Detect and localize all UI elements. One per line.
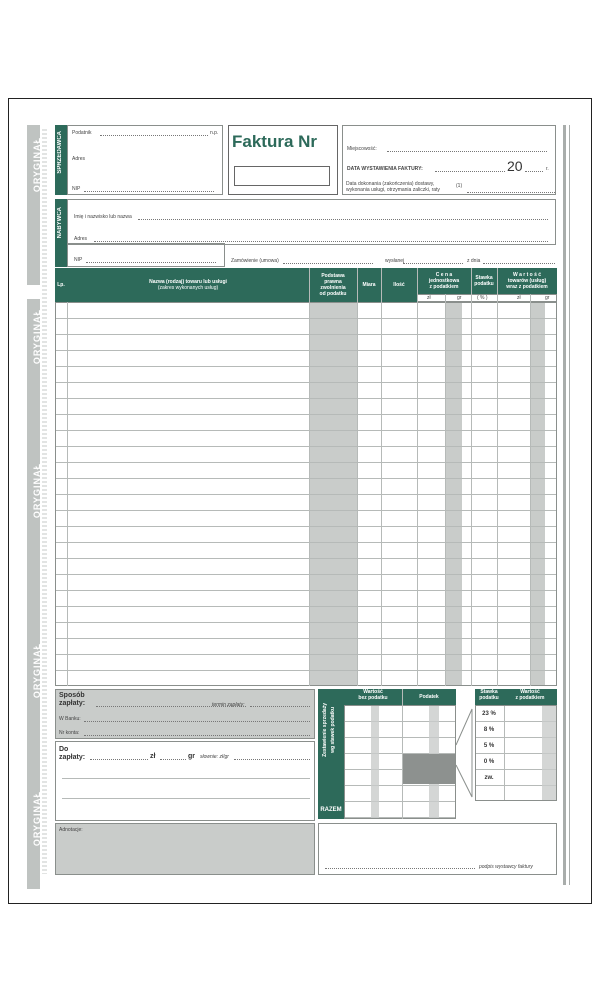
issue-year: 20: [507, 158, 523, 174]
summary-net-label-2: bez podatku: [358, 695, 388, 701]
amount-gr-label: gr: [188, 753, 195, 760]
col-qty-label: Ilość: [393, 281, 405, 288]
col-rate-label: Stawka: [475, 275, 493, 281]
rate-pct-label: ( % ): [477, 295, 488, 301]
delivery-date-label: Data dokonania (zakończenia) dostawy,: [346, 181, 435, 187]
buyer-box[interactable]: [67, 199, 556, 245]
summary-rate-label: Stawka: [480, 689, 498, 695]
col-name-header: [67, 268, 309, 301]
col-name-sublabel: (zakres wykonanych usług): [157, 284, 219, 291]
seller-vat-suffix: n.p.: [210, 130, 219, 136]
order-date-label: z dnia: [467, 258, 481, 264]
summary-left-grid[interactable]: [344, 705, 456, 819]
original-label: ORYGINAŁ: [32, 137, 42, 193]
original-stripe-1: [27, 125, 40, 285]
col-rate-header: [471, 268, 497, 294]
price-gr-label: gr: [457, 295, 462, 301]
bank-label: W Banku:: [59, 716, 81, 722]
col-price-label-3: z podatkiem: [429, 284, 459, 290]
payment-method-label: Sposób: [59, 692, 85, 699]
rate-5: 5 %: [483, 743, 495, 749]
notes-box[interactable]: [55, 823, 315, 875]
summary-gross-header: [503, 689, 557, 705]
issue-year-suffix: r.: [546, 166, 549, 172]
seller-section-bar: [55, 125, 67, 195]
col-value-label: W a r t o ś ć: [512, 272, 542, 278]
payment-method-box[interactable]: [55, 689, 315, 739]
col-qty-header: [381, 268, 417, 301]
buyer-name-label: Imię i nazwisko lub nazwa: [74, 214, 132, 220]
payment-due-label: termin zapłaty:: [212, 702, 245, 708]
issue-date-label: DATA WYSTAWIENIA FAKTURY:: [347, 166, 423, 172]
col-basis-label-2: prawna: [324, 278, 342, 285]
col-price-label: C e n a: [435, 272, 453, 278]
rate-0: 0 %: [483, 759, 495, 765]
payment-method-label-2: zapłaty:: [59, 700, 86, 707]
col-unit-header: [357, 268, 381, 301]
delivery-date-label-2: wykonania usługi, otrzymania zaliczki, raty: [346, 187, 440, 193]
original-stripe-4: [27, 629, 40, 779]
col-price-header: [417, 268, 471, 294]
title-box: [228, 125, 338, 195]
original-stripe-3: [27, 449, 40, 629]
col-price-label-2: jednostkowa: [428, 278, 460, 284]
value-zl-label: zł: [517, 295, 521, 301]
invoice-form: [8, 98, 592, 904]
amount-words-label: słownie: zł/gr: [200, 754, 229, 760]
summary-side-bar: [318, 689, 344, 819]
original-label: ORYGINAŁ: [32, 791, 42, 847]
col-value-header: [497, 268, 557, 294]
buyer-nip-label: NIP: [74, 257, 83, 263]
rate-8: 8 %: [483, 727, 495, 733]
original-stripe-2: [27, 299, 40, 449]
col-name-label: Nazwa (rodzaj) towaru lub usługi: [149, 278, 227, 285]
summary-net-label: Wartość: [363, 689, 383, 695]
summary-tax-label: Podatek: [419, 694, 439, 700]
col-value-label-3: wraz z podatkiem: [506, 284, 548, 290]
col-lp-label: Lp.: [57, 281, 65, 288]
buyer-section-bar: [55, 199, 67, 267]
col-lp-header: [55, 268, 67, 301]
signature-label: podpis wystawcy faktury: [479, 864, 533, 870]
buyer-section-label: NABYWCA: [57, 207, 63, 239]
sent-label: wysłanej: [385, 258, 405, 264]
seller-box[interactable]: [67, 125, 223, 195]
seller-nip-label: NIP: [72, 186, 81, 192]
seller-adres-label: Adres: [72, 156, 86, 162]
original-label: ORYGINAŁ: [32, 463, 42, 519]
right-border-thick: [563, 125, 566, 885]
place-label: Miejscowość:: [347, 146, 377, 152]
seller-section-label: SPRZEDAWCA: [57, 131, 63, 174]
items-table-body[interactable]: [55, 302, 557, 686]
notes-label: Adnotacje:: [59, 827, 83, 833]
rate-23: 23 %: [482, 711, 496, 717]
summary-rate-label-2: podatku: [479, 695, 499, 701]
col-value-label-2: towarów (usług): [507, 278, 547, 284]
table-row-lines: [56, 303, 556, 685]
summary-gross-label: Wartość: [520, 689, 540, 695]
summary-net-header: [344, 689, 402, 705]
amount-zl-label: zł: [150, 753, 156, 760]
page-title: Faktura Nr: [232, 132, 318, 151]
col-rate-label-2: podatku: [474, 281, 494, 287]
delivery-date-note: (1): [456, 183, 463, 189]
summary-rate-header: [475, 689, 503, 705]
col-basis-label-4: od podatku: [319, 290, 347, 297]
summary-side-label-2: wg stawek podatku: [330, 707, 336, 753]
amount-due-label-2: zapłaty:: [59, 754, 86, 761]
right-border-thin: [569, 125, 570, 885]
fine-print-strip: [42, 129, 47, 874]
amount-due-box[interactable]: [55, 741, 315, 821]
original-label: ORYGINAŁ: [32, 309, 42, 365]
buyer-address-label: Adres: [74, 236, 88, 242]
col-unit-label: Miara: [362, 281, 376, 288]
signature-box[interactable]: [318, 823, 557, 875]
order-label: Zamówienie (umowa): [231, 258, 279, 264]
summary-tax-header: [402, 689, 456, 705]
summary-gross-label-2: z podatkiem: [515, 695, 545, 701]
summary-side-label: Zestawienie sprzedaży: [322, 703, 328, 757]
summary-total-label: RAZEM: [318, 801, 344, 819]
rate-zw: zw.: [484, 775, 494, 781]
buyer-nip-box[interactable]: [67, 243, 225, 267]
col-basis-label: Podstawa: [321, 272, 345, 279]
account-label: Nr konta:: [59, 730, 80, 736]
value-gr-label: gr: [545, 295, 550, 301]
col-basis-label-3: zwolnienia: [320, 284, 346, 291]
price-zl-label: zł: [427, 295, 431, 301]
invoice-number-field[interactable]: [234, 166, 330, 186]
seller-podatnik-label: Podatnik: [72, 130, 92, 136]
original-label: ORYGINAŁ: [32, 643, 42, 699]
col-basis-header: [309, 268, 357, 301]
amount-due-label: Do: [59, 746, 69, 753]
original-stripe-5: [27, 779, 40, 889]
summary-zero-rate-block: [403, 754, 455, 784]
bracket-connector-icon: [456, 705, 474, 801]
